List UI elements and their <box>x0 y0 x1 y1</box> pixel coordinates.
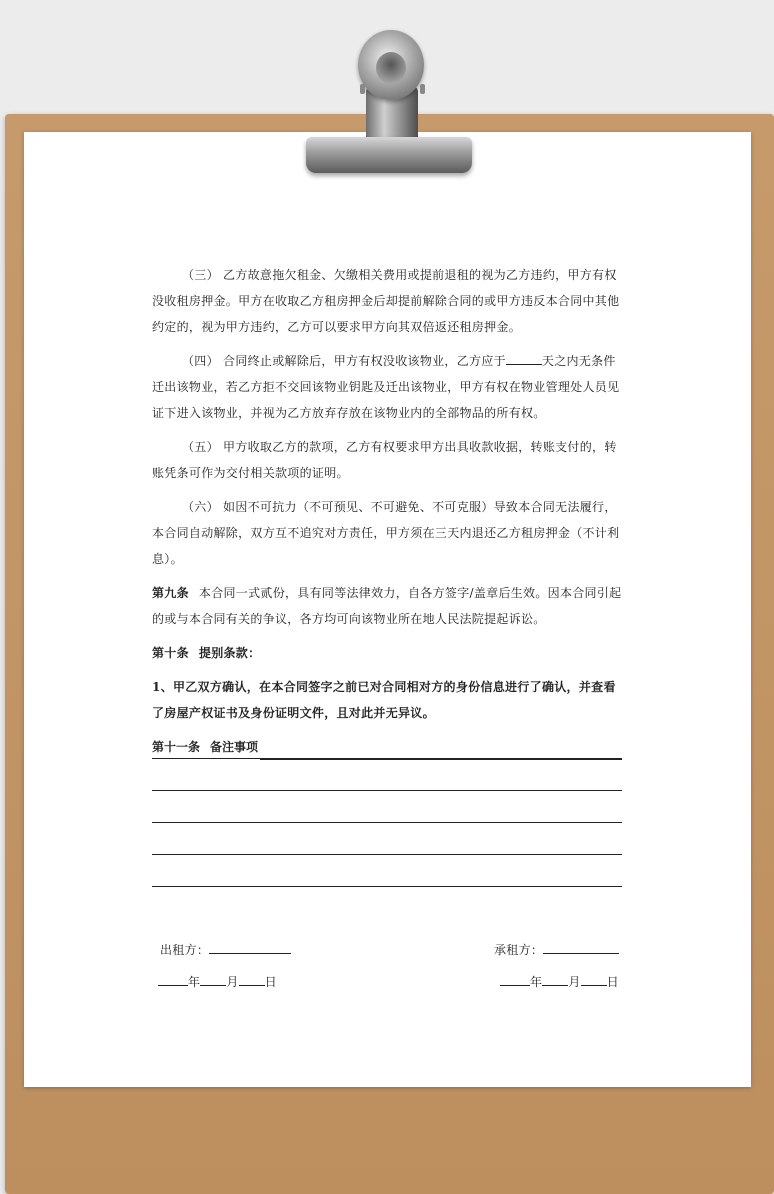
year-label: 年 <box>530 975 543 989</box>
clause-5: （五） 甲方收取乙方的款项，乙方有权要求甲方出具收款收据，转账支付的，转账凭条可作为交付相关款项的证明。 <box>152 440 617 480</box>
day-field[interactable] <box>239 971 265 986</box>
lessor-sign-field[interactable] <box>209 939 291 954</box>
year-field[interactable] <box>158 971 188 986</box>
article-11 <box>152 734 622 760</box>
lessor-label: 出租方： <box>160 943 210 957</box>
clause-4-part-a: （四） 合同终止或解除后，甲方有权没收该物业，乙方应于 <box>182 354 506 368</box>
article-9 <box>152 580 622 632</box>
article-9-title: 第九条 <box>152 586 189 600</box>
day-field[interactable] <box>581 971 607 986</box>
year-field[interactable] <box>500 971 530 986</box>
article-11-title: 第十一条 <box>152 740 201 754</box>
clip-pin-right <box>420 84 425 94</box>
month-field[interactable] <box>200 971 226 986</box>
remark-line[interactable] <box>152 822 622 823</box>
clip-icon <box>306 137 472 173</box>
clause-4 <box>152 348 622 426</box>
special-clause-1: 1、甲乙双方确认，在本合同签字之前已对合同相对方的身份信息进行了确认，并查看了房屋产权证书及身份证明文件，且对此并无异议。 <box>152 680 616 720</box>
article-10 <box>152 640 622 666</box>
clip-pin-left <box>360 84 365 94</box>
clause-4-part-b: 天之内无条件迁出该物业，若乙方拒不交回该物业钥匙及迁出该物业，甲方有权在物业管理处人员见证下进入该物业，并视为乙方放弃存放在该物业内的全部物品的所有权。 <box>152 354 620 420</box>
lessee-date <box>500 971 619 990</box>
clause-3: （三） 乙方故意拖欠租金、欠缴相关费用或提前退租的视为乙方违约，甲方有权没收租房押金。甲方在收取乙方租房押金后却提前解除合同的或甲方违反本合同中其他约定的，视为甲方违约，乙方可以要求甲方向其双倍返还租房押金。 <box>152 268 620 334</box>
lessor-signature <box>160 939 291 958</box>
contract-body <box>152 262 622 766</box>
article-10-text: 提别条款： <box>198 646 261 660</box>
lessor-date <box>158 971 277 990</box>
days-blank <box>506 350 542 365</box>
remark-line[interactable] <box>152 758 622 759</box>
lessee-sign-field[interactable] <box>543 939 619 954</box>
lessee-label: 承租方： <box>494 943 544 957</box>
remark-line[interactable] <box>152 790 622 791</box>
day-label: 日 <box>606 975 619 989</box>
article-9-text: 本合同一式贰份，具有同等法律效力，自各方签字/盖章后生效。因本合同引起的或与本合同有关的争议，各方均可向该物业所在地人民法院提起诉讼。 <box>152 586 622 626</box>
lessee-signature <box>494 939 619 958</box>
month-label: 月 <box>568 975 581 989</box>
remark-line[interactable] <box>152 886 622 887</box>
month-label: 月 <box>226 975 239 989</box>
article-10-title: 第十条 <box>152 646 189 660</box>
clip-hole <box>376 52 406 84</box>
day-label: 日 <box>264 975 277 989</box>
month-field[interactable] <box>542 971 568 986</box>
remark-line[interactable] <box>152 854 622 855</box>
year-label: 年 <box>188 975 201 989</box>
clause-6: （六） 如因不可抗力（不可预见、不可避免、不可克服）导致本合同无法履行，本合同自动解除，双方互不追究对方责任，甲方须在三天内退还乙方租房押金（不计利息）。 <box>152 500 620 566</box>
article-11-text: 备注事项 <box>210 740 259 754</box>
